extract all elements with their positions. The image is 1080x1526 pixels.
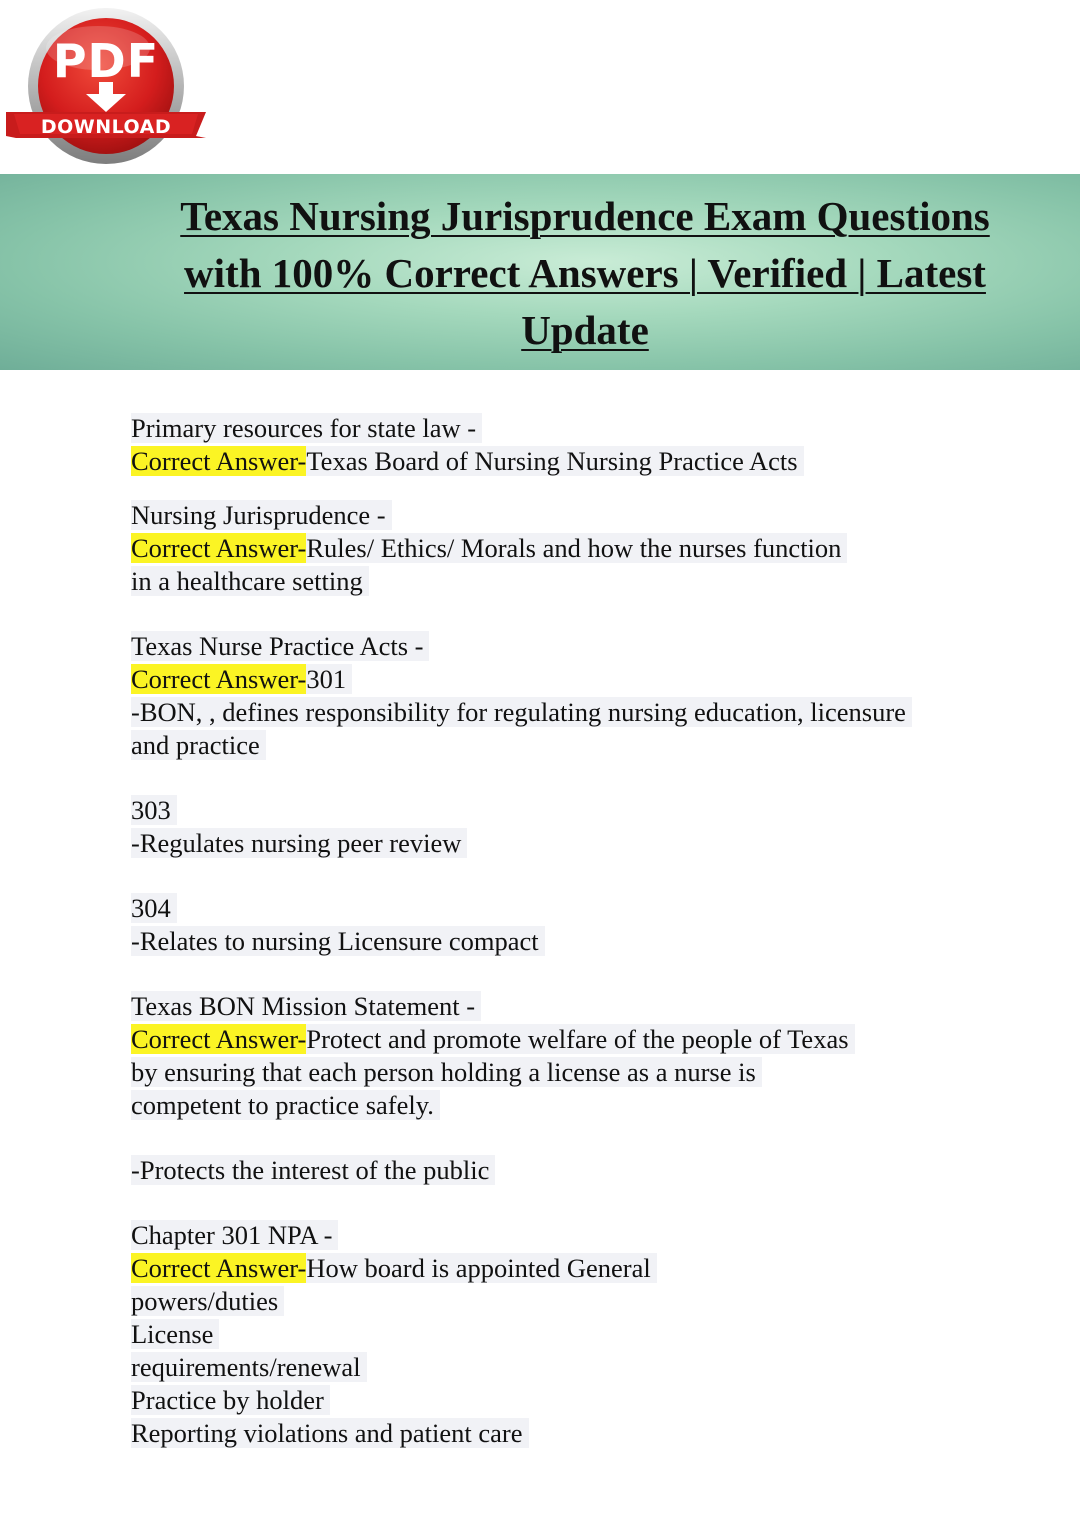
document-title: Texas Nursing Jurisprudence Exam Questions with 100% Correct Answers | Verified | Latest Update — [180, 193, 990, 353]
chapter-number: 304 — [131, 892, 1041, 925]
qa-entry-answer-line: Practice by holder — [131, 1384, 1041, 1417]
chapter-number: 303 — [131, 794, 1041, 827]
qa-entry-question: Primary resources for state law - — [131, 412, 1041, 445]
qa-entry-answer: Correct Answer-Protect and promote welfare of the people of Texas — [131, 1023, 1041, 1056]
qa-entry-note: -Protects the interest of the public — [131, 1154, 1041, 1187]
download-label: DOWNLOAD — [40, 116, 172, 138]
correct-answer-label: Correct Answer- — [131, 446, 307, 476]
pdf-label: PDF — [52, 34, 160, 88]
qa-entry-answer-line: requirements/renewal — [131, 1351, 1041, 1384]
correct-answer-label: Correct Answer- — [131, 1024, 307, 1054]
qa-entry-answer-line: License — [131, 1318, 1041, 1351]
qa-entry-answer-line: by ensuring that each person holding a license as a nurse is — [131, 1056, 1041, 1089]
chapter-description: -Relates to nursing Licensure compact — [131, 925, 1041, 958]
qa-entry-question: Chapter 301 NPA - — [131, 1219, 1041, 1252]
correct-answer-label: Correct Answer- — [131, 664, 307, 694]
qa-content — [131, 412, 1041, 1450]
qa-entry-answer: Correct Answer-Rules/ Ethics/ Morals and how the nurses function — [131, 532, 1041, 565]
qa-entry-question: Nursing Jurisprudence - — [131, 499, 1041, 532]
chapter-description: -Regulates nursing peer review — [131, 827, 1041, 860]
qa-entry-answer: Correct Answer-301 — [131, 663, 1041, 696]
qa-entry-question: Texas Nurse Practice Acts - — [131, 630, 1041, 663]
correct-answer-label: Correct Answer- — [131, 1253, 307, 1283]
qa-entry-answer: Correct Answer-How board is appointed General — [131, 1252, 1041, 1285]
qa-entry-answer: Correct Answer-Texas Board of Nursing Nursing Practice Acts — [131, 445, 1041, 478]
pdf-download-icon — [6, 6, 206, 171]
qa-entry-answer-line: Reporting violations and patient care — [131, 1417, 1041, 1450]
qa-entry-question: Texas BON Mission Statement - — [131, 990, 1041, 1023]
correct-answer-label: Correct Answer- — [131, 533, 307, 563]
qa-entry-answer-line: and practice — [131, 729, 1041, 762]
qa-entry-answer-line: powers/duties — [131, 1285, 1041, 1318]
qa-entry-answer-line: competent to practice safely. — [131, 1089, 1041, 1122]
qa-entry-answer-line: -BON, , defines responsibility for regulating nursing education, licensure — [131, 696, 1041, 729]
qa-entry-answer-line: in a healthcare setting — [131, 565, 1041, 598]
pdf-download-badge[interactable] — [6, 6, 206, 171]
